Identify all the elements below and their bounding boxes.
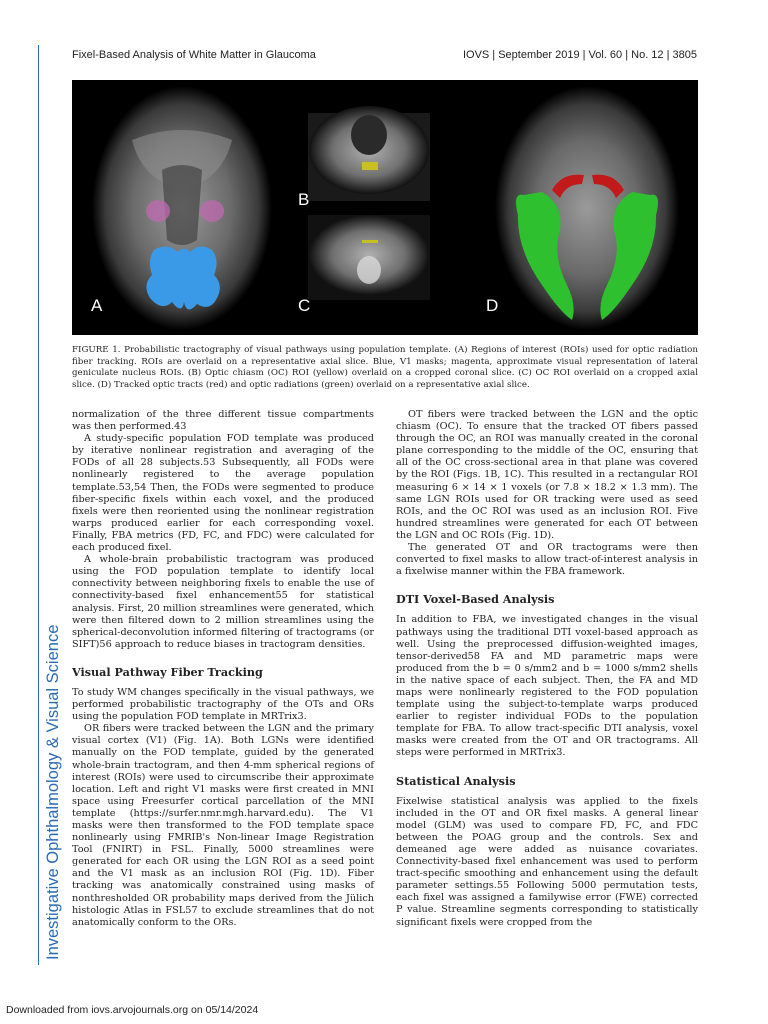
- panel-a-axial-slice: [92, 86, 272, 330]
- paragraph: A study-specific population FOD template was produced by iterative nonlinear registration and averaging of the FODs of all 28 subjects.53 Subsequently, all FODs were nonlinearly registered to the average population template.53,54 Then, the FODs were segmented to produce fiber-specific fixels within each voxel, and the produced fixels were then reoriented using the nonlinear registration warps produced earlier for each corresponding voxel. Finally, FBA metrics (FD, FC, and FDC) were calculated for each produced fixel.: [72, 433, 374, 554]
- lgn-roi-right: [200, 200, 224, 222]
- panel-label-c: C: [298, 296, 311, 315]
- v1-mask: [146, 246, 219, 309]
- paragraph: OR fibers were tracked between the LGN and the primary visual cortex (V1) (Fig. 1A). Both LGNs were identified manually on the FOD template, guided by the generated whole-brain tractogram, and then 4-mm spherical regions of interest (ROIs) were used to circumscribe their approximate location. Left and right V1 masks were first created in MNI space using Freesurfer cortical parcellation of the MNI template (https://surfer.nmr.mgh.harvard.edu). The V1 masks were then transformed to the FOD template space nonlinearly using FMRIB's Non-linear Image Registration Tool (FNIRT) in FSL. Finally, 5000 streamlines were generated for each OR using the LGN ROI as a seed point and the V1 mask as an inclusion ROI (Fig. 1D). Fiber tracking was anatomically constrained using masks of nonthresholded OR probability maps derived from the Jülich histologic Atlas in FSL57 to exclude streamlines that do not anatomically conform to the ORs.: [72, 723, 374, 928]
- left-column: [72, 409, 374, 929]
- right-column: [396, 409, 698, 929]
- figure-1: [72, 80, 698, 335]
- sidebar-rule: [38, 45, 39, 965]
- paragraph: The generated OT and OR tractograms were then converted to fixel masks to allow tract-of-interest analysis in a fixelwise manner within the FBA framework.: [396, 542, 698, 578]
- section-heading: Visual Pathway Fiber Tracking: [72, 664, 263, 679]
- paragraph: A whole-brain probabilistic tractogram was produced using the FOD population template to identify local connectivity between neighboring fixels to enable the use of connectivity-based fixel enhancement55 for statistical analysis. First, 20 million streamlines were generated, which were then filtered down to 2 million streamlines using the spherical-deconvolution informed filtering of tractograms (or SIFT)56 approach to reduce biases in tractogram densities.: [72, 554, 374, 650]
- download-footer: Downloaded from iovs.arvojournals.org on 05/14/2024: [6, 1004, 259, 1016]
- lgn-roi-left: [146, 200, 170, 222]
- section-heading: Statistical Analysis: [396, 773, 516, 788]
- paragraph: To study WM changes specifically in the visual pathways, we performed probabilistic tractography of the OTs and ORs using the population FOD template in MRTrix3.: [72, 686, 374, 723]
- running-title: Fixel-Based Analysis of White Matter in Glaucoma: [72, 49, 316, 61]
- paragraph: In addition to FBA, we investigated changes in the visual pathways using the traditional DTI voxel-based approach as well. Using the preprocessed diffusion-weighted images, tensor-derived58 FA and MD parametric maps were produced from the b = 0 s/mm2 and b = 1000 s/mm2 shells in the native space of each subject. Then, the FA and MD maps were nonlinearly registered to the FOD population template using the subject-to-template warps produced earlier to register individual FODs to the population template for FBA. To allow tract-specific DTI analysis, voxel masks were created from the OT and OR tractograms. All steps were performed in MRTrix3.: [396, 614, 698, 759]
- panel-c-axial-crop: [308, 215, 430, 300]
- paragraph: Fixelwise statistical analysis was applied to the fixels included in the OT and OR fixel masks. A general linear model (GLM) was used to compare FD, FC, and FDC between the POAG group and the controls. Sex and demeaned age were added as nuisance covariates. Connectivity-based fixel enhancement was used to perform tract-specific smoothing and enhancement using the default parameter settings.55 Following 5000 permutation tests, each fixel was assigned a familywise error (FWE) corrected P value. Streamline segments corresponding to statistically significant fixels were cropped from the: [396, 795, 698, 928]
- journal-name-vertical: Investigative Ophthalmology & Visual Science: [44, 624, 62, 960]
- section-heading: DTI Voxel-Based Analysis: [396, 592, 555, 607]
- panel-label-a: A: [91, 296, 103, 315]
- oc-roi-axial: [362, 240, 378, 243]
- figure-1-image: [72, 80, 698, 335]
- panel-b-coronal-slice: [308, 106, 430, 201]
- panel-d-tractography: [495, 86, 679, 330]
- journal-info: IOVS | September 2019 | Vol. 60 | No. 12 | 3805: [462, 49, 697, 61]
- running-header: [72, 49, 697, 65]
- paragraph: OT fibers were tracked between the LGN and the optic chiasm (OC). To ensure that the tracked OT fibers passed through the OC, an ROI was manually created in the coronal plane corresponding to the middle of the OC, ensuring that all of the OC cross-sectional area in that plane was covered by the ROI (Figs. 1B, 1C). This resulted in a rectangular ROI measuring 6 × 14 × 1 voxels (or 7.8 × 18.2 × 1.3 mm). The same LGN ROIs used for OR tracking were used as seed ROIs, and the OC ROI was used as an inclusion ROI. Five hundred streamlines were generated for each OT between the LGN and OC ROIs (Fig. 1D).: [396, 409, 698, 541]
- paragraph: normalization of the three different tissue compartments was then performed.43: [72, 409, 374, 433]
- panel-label-b: B: [298, 190, 310, 209]
- panel-label-d: D: [486, 296, 499, 315]
- oc-roi-coronal: [362, 162, 378, 170]
- figure-caption: FIGURE 1. Probabilistic tractography of visual pathways using population template. (A) Regions of interest (ROIs) used for optic radiation fiber tracking. ROIs are overlaid on a representative axial slice. Blue, V1 masks; magenta, approximate visual representation of lateral geniculate nucleus ROIs. (B) Optic chiasm (OC) ROI (yellow) overlaid on a cropped coronal slice. (C) OC ROI overlaid on a cropped axial slice. (D) Tracked optic tracts (red) and optic radiations (green) overlaid on a representative axial slice.: [72, 345, 698, 391]
